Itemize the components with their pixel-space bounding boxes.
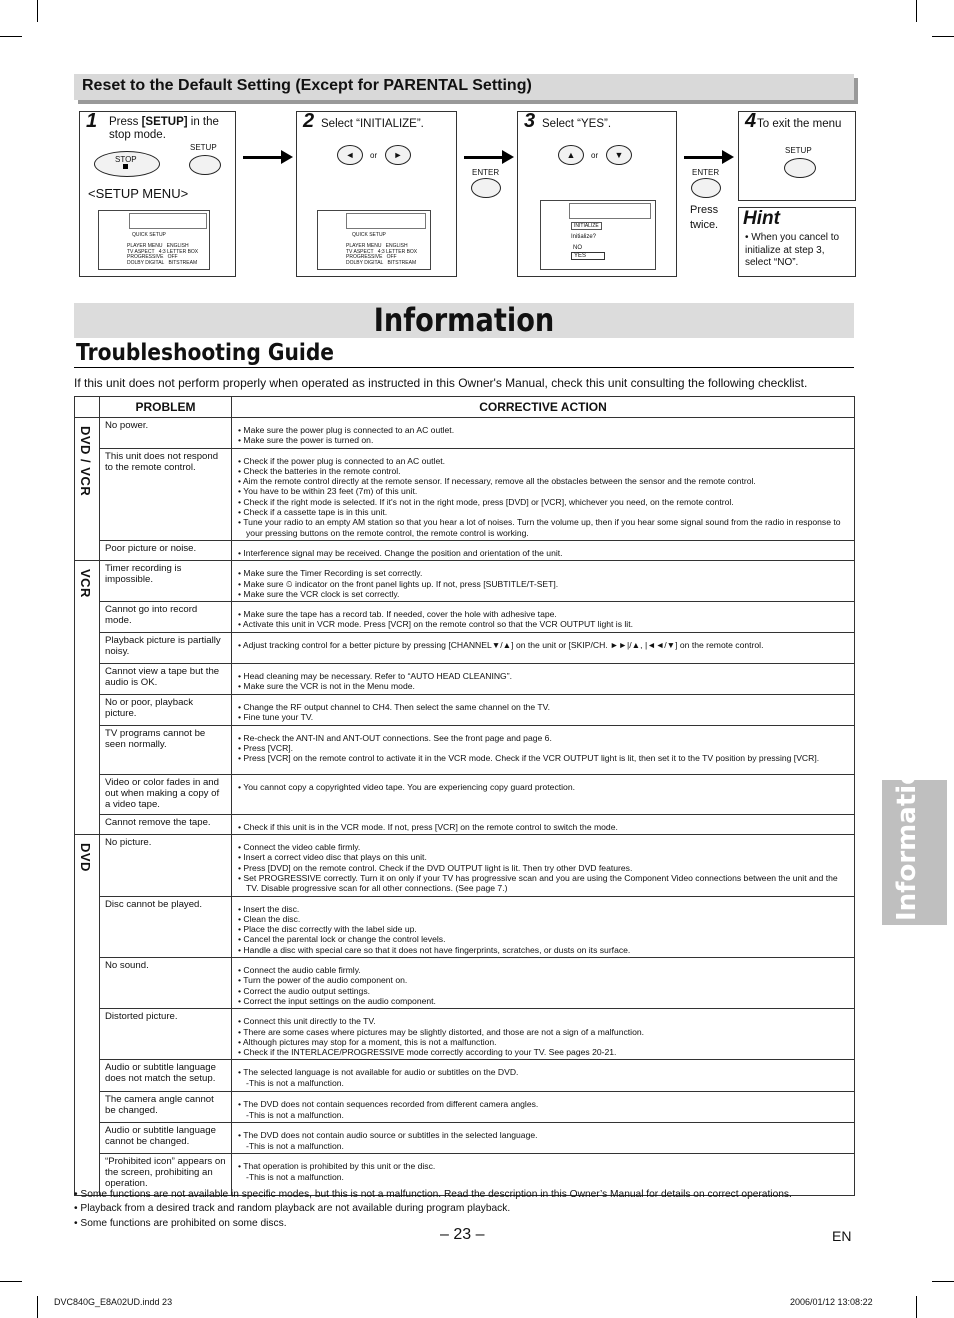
problem-text: Poor picture or noise.	[105, 542, 197, 554]
step-number: 4	[745, 110, 757, 132]
table-row	[75, 540, 855, 560]
action-cell	[232, 725, 855, 774]
menu-icons	[569, 203, 651, 219]
table-body	[75, 418, 855, 1196]
problem-text: TV programs cannot be seen normally.	[105, 727, 206, 750]
action-cell	[232, 448, 855, 540]
action-item: • Insert a correct video disc that plays on this unit.	[238, 852, 848, 862]
table-row	[75, 896, 855, 957]
action-item: • Clean the disc.	[238, 914, 848, 924]
problem-cell	[100, 602, 232, 633]
action-item: • Correct the audio output settings.	[238, 986, 848, 996]
problem-text: Disc cannot be played.	[105, 898, 203, 910]
table-row	[75, 694, 855, 725]
tv-screen-initialize	[540, 200, 656, 270]
enter-button-icon	[691, 178, 721, 198]
problem-text: “Prohibited icon” appears on the screen, prohibiting an operation.	[105, 1156, 226, 1190]
table-row	[75, 774, 855, 814]
problem-text: Cannot remove the tape.	[105, 816, 211, 828]
init-no: NO	[573, 245, 582, 251]
crop-mark	[0, 36, 22, 37]
enter-button-icon	[471, 178, 501, 198]
section-title: Reset to the Default Setting (Except for PARENTAL Setting)	[82, 77, 532, 94]
action-item: • The DVD does not contain sequences recorded from different camera angles.	[238, 1099, 848, 1109]
init-header: INITIALIZE	[571, 222, 602, 230]
press-twice-text: Press twice.	[690, 204, 719, 231]
problem-text: Cannot go into record mode.	[105, 604, 198, 627]
action-item: • Tune your radio to an empty AM station so that you hear a lot of noises. Turn the volume up, then if you hear some signal sound from the radio in response to your pressing buttons on the remote control, the remote control is working.	[238, 517, 848, 538]
table-row	[75, 561, 855, 602]
action-item: • Make sure the VCR is not in the Menu mode.	[238, 681, 848, 691]
action-cell	[232, 540, 855, 560]
problem-text: The camera angle cannot be changed.	[105, 1094, 214, 1117]
action-item: • Make sure the power is turned on.	[238, 435, 848, 445]
footnotes	[74, 1188, 792, 1231]
problem-text: No power.	[105, 420, 149, 431]
action-cell	[232, 1009, 855, 1060]
crop-mark	[932, 1281, 954, 1282]
title-divider	[74, 367, 854, 368]
action-item: • There are some cases where pictures may be slightly distorted, and those are not a sign of a malfunction.	[238, 1027, 848, 1037]
side-tab	[882, 748, 947, 925]
menu-icons	[346, 213, 426, 229]
action-cell	[232, 602, 855, 633]
action-item: • Make sure the power plug is connected to an AC outlet.	[238, 425, 848, 435]
action-cell	[232, 896, 855, 957]
action-cell	[232, 1092, 855, 1123]
enter-label: ENTER	[692, 168, 720, 177]
action-item: • Interference signal may be received. Change the position and orientation of the unit.	[238, 548, 848, 558]
action-cell	[232, 633, 855, 664]
problem-cell	[100, 958, 232, 1009]
table-row	[75, 958, 855, 1009]
action-item: • Connect the audio cable firmly.	[238, 965, 848, 975]
troubleshooting-table	[74, 396, 855, 1196]
page-number: – 23 –	[440, 1226, 485, 1243]
category-cell	[75, 835, 100, 1196]
menu-icons	[129, 213, 207, 229]
action-item: • That operation is prohibited by this unit or the disc.	[238, 1161, 848, 1171]
category-cell	[75, 418, 100, 561]
problem-text: Audio or subtitle language does not match the setup.	[105, 1062, 216, 1085]
arrow-head-icon	[722, 150, 734, 164]
section-header	[74, 74, 854, 100]
footnote: • Some functions are prohibited on some discs.	[74, 1217, 287, 1229]
step-3-text: Select “YES”.	[542, 118, 612, 130]
action-item: • Change the RF output channel to CH4. Then select the same channel on the TV.	[238, 702, 848, 712]
action-item: • Handle a disc with special care so that it does not have fingerprints, scratches, or dusts on its surface.	[238, 945, 848, 955]
step-3-box	[517, 111, 677, 277]
problem-cell	[100, 1060, 232, 1092]
action-item: • Fine tune your TV.	[238, 712, 848, 722]
or-text: or	[591, 151, 599, 160]
step-2-text: Select “INITIALIZE”.	[321, 118, 424, 130]
crop-mark	[37, 0, 38, 22]
problem-cell	[100, 814, 232, 834]
action-cell	[232, 958, 855, 1009]
troubleshooting-title: Troubleshooting Guide	[76, 340, 335, 366]
step-4-text: To exit the menu	[757, 118, 842, 130]
problem-cell	[100, 1092, 232, 1123]
action-item: -This is not a malfunction.	[246, 1171, 344, 1182]
hint-title: Hint	[743, 208, 780, 229]
action-item: • Re-check the ANT-IN and ANT-OUT connections. See the front page and page 6.	[238, 733, 848, 743]
setup-label: SETUP	[785, 146, 812, 155]
action-item: • Check if this unit is in the VCR mode. If not, press [VCR] on the remote control to switch the mode.	[238, 822, 848, 832]
table-row	[75, 1009, 855, 1060]
action-item: • Head cleaning may be necessary. Refer to “AUTO HEAD CLEANING”.	[238, 671, 848, 681]
footnote: • Some functions are not available in specific modes, but this is not a malfunction. Read the description in this Owner’s Manual for details on correct operations.	[74, 1189, 792, 1200]
action-item: • Adjust tracking control for a better picture by pressing [CHANNEL▼/▲] on the unit or [SKIP/CH. ►►|/▲, |◄◄/▼] on the remote control.	[238, 640, 848, 650]
action-item: • Connect this unit directly to the TV.	[238, 1016, 848, 1026]
problem-cell	[100, 694, 232, 725]
action-item: • Activate this unit in VCR mode. Press [VCR] on the remote control so that the VCR OUTPUT light is lit.	[238, 619, 848, 629]
hint-text: • When you cancel to initialize at step 3, select “NO”.	[745, 232, 840, 268]
action-item: • Check if the power plug is connected to an AC outlet.	[238, 456, 848, 466]
crop-mark	[0, 1281, 22, 1282]
tv-screen-menu	[98, 210, 210, 270]
problem-text: No picture.	[105, 837, 152, 849]
step-2-box	[296, 111, 457, 277]
footnote: • Playback from a desired track and random playback are not available during program playback.	[74, 1203, 511, 1215]
action-item: • Make sure the VCR clock is set correctly.	[238, 589, 848, 599]
setup-label: SETUP	[190, 143, 217, 152]
init-question: Initialize?	[571, 234, 597, 240]
problem-text: Cannot view a tape but the audio is OK.	[105, 666, 220, 689]
problem-cell	[100, 448, 232, 540]
step-1-box	[79, 111, 236, 277]
menu-rows: PLAYER MENU ENGLISH TV ASPECT 4:3 LETTER BOX PROGRESSIVE OFF DOLBY DIGITAL BITSTREAM	[127, 243, 199, 266]
problem-text: Audio or subtitle language cannot be changed.	[105, 1125, 216, 1148]
action-cell	[232, 1060, 855, 1092]
table-row	[75, 633, 855, 664]
action-cell	[232, 664, 855, 695]
step-number: 2	[303, 110, 315, 132]
action-item: • Connect the video cable firmly.	[238, 842, 848, 852]
down-arrow-button-icon: ▼	[606, 145, 632, 165]
problem-cell	[100, 561, 232, 602]
init-yes: YES	[571, 252, 605, 260]
action-item: • You have to be within 23 feet (7m) of this unit.	[238, 486, 848, 496]
step-number: 3	[524, 110, 536, 132]
setup-button-icon	[189, 155, 221, 175]
action-item: • Cancel the parental lock or change the control levels.	[238, 934, 848, 944]
problem-text: Distorted picture.	[105, 1011, 178, 1023]
right-arrow-button-icon: ►	[385, 145, 411, 165]
problem-text: Playback picture is partially noisy.	[105, 635, 221, 658]
table-corner	[75, 397, 100, 418]
action-item: • The DVD does not contain audio source or subtitles in the selected language.	[238, 1130, 848, 1140]
step-number: 1	[86, 110, 98, 132]
menu-header: QUICK SETUP	[132, 232, 166, 238]
problem-cell	[100, 540, 232, 560]
table-row	[75, 602, 855, 633]
problem-cell	[100, 1123, 232, 1154]
table-row	[75, 664, 855, 695]
action-header: CORRECTIVE ACTION	[232, 397, 855, 418]
step-1-text: Press [SETUP] in the stop mode.	[109, 116, 219, 141]
print-timestamp: 2006/01/12 13:08:22	[790, 1297, 873, 1307]
category-label: DVD	[78, 843, 93, 872]
action-cell	[232, 774, 855, 814]
action-item: • Insert the disc.	[238, 904, 848, 914]
action-cell	[232, 1123, 855, 1154]
table-header-row	[75, 397, 855, 418]
crop-mark	[916, 1296, 917, 1318]
problem-cell	[100, 1009, 232, 1060]
arrow-head-icon	[502, 150, 514, 164]
action-item: • Make sure the tape has a record tab. If needed, cover the hole with adhesive tape.	[238, 609, 848, 619]
problem-cell	[100, 835, 232, 896]
stop-square-icon	[123, 164, 128, 169]
menu-rows: PLAYER MENU ENGLISH TV ASPECT 4:3 LETTER BOX PROGRESSIVE OFF DOLBY DIGITAL BITSTREAM	[346, 243, 418, 266]
action-item: • Check the batteries in the remote control.	[238, 466, 848, 476]
side-tab-label: Information	[892, 748, 922, 921]
action-item: • Check if a cassette tape is in this unit.	[238, 507, 848, 517]
arrow-icon	[684, 156, 724, 159]
setup-menu-label: <SETUP MENU>	[88, 186, 189, 201]
tv-screen-menu	[317, 210, 431, 270]
action-item: • Make sure the Timer Recording is set correctly.	[238, 568, 848, 578]
action-item: -This is not a malfunction.	[246, 1140, 344, 1151]
action-cell	[232, 835, 855, 896]
enter-label: ENTER	[472, 168, 500, 177]
crop-mark	[916, 0, 917, 22]
or-text: or	[370, 151, 378, 160]
problem-cell	[100, 896, 232, 957]
action-cell	[232, 561, 855, 602]
category-cell	[75, 561, 100, 835]
category-label: DVD / VCR	[78, 426, 93, 497]
setup-button-icon	[784, 158, 816, 178]
action-cell	[232, 814, 855, 834]
problem-header: PROBLEM	[100, 397, 232, 418]
up-arrow-button-icon: ▲	[558, 145, 584, 165]
problem-cell	[100, 664, 232, 695]
action-item: • Correct the input settings on the audio component.	[238, 996, 848, 1006]
action-item: • Check if the INTERLACE/PROGRESSIVE mode correctly according to your TV. See pages 20-21.	[238, 1047, 848, 1057]
step-4-box	[738, 111, 856, 201]
action-item: • The selected language is not available for audio or subtitles on the DVD.	[238, 1067, 848, 1077]
action-item: • Press [VCR].	[238, 743, 848, 753]
action-item: • Check if the right mode is selected. If it's not in the right mode, press [DVD] or [VCR], whichever you need, on the remote control.	[238, 497, 848, 507]
problem-text: This unit does not respond to the remote control.	[105, 450, 219, 473]
arrow-icon	[464, 156, 504, 159]
problem-cell	[100, 774, 232, 814]
information-banner	[74, 303, 854, 338]
problem-text: No sound.	[105, 960, 149, 972]
action-item: • Press [DVD] on the remote control. Check if the DVD OUTPUT light is lit. Then try other DVD features.	[238, 863, 848, 873]
action-item: • Place the disc correctly with the label side up.	[238, 924, 848, 934]
action-item: • Set PROGRESSIVE correctly. Turn it on only if your TV has progressive scan and you are using the Component Video connections between the unit and the TV. Disable progressive scan for all other connections. (See page 7.)	[238, 873, 848, 894]
category-label: VCR	[78, 569, 93, 599]
table-row	[75, 448, 855, 540]
language-label: EN	[832, 1228, 852, 1244]
intro-text: If this unit does not perform properly when operated as instructed in this Owner's Manual, check this unit consulting the following checklist.	[74, 376, 808, 390]
table-row	[75, 418, 855, 449]
crop-mark	[37, 1296, 38, 1318]
action-item: • You cannot copy a copyrighted video tape. You are experiencing copy guard protection.	[238, 782, 848, 792]
action-item: -This is not a malfunction.	[246, 1077, 344, 1088]
arrow-icon	[243, 156, 283, 159]
action-item: • Press [VCR] on the remote control to activate it in the VCR mode. Check if the VCR OUTPUT light is lit, then set it to the TV position by pressing [VCR].	[238, 753, 848, 763]
action-item: • Although pictures may stop for a moment, this is not a malfunction.	[238, 1037, 848, 1047]
arrow-head-icon	[281, 150, 293, 164]
action-cell	[232, 418, 855, 449]
menu-header: QUICK SETUP	[352, 232, 386, 238]
problem-cell	[100, 418, 232, 449]
table-row	[75, 814, 855, 834]
banner-title: Information	[373, 301, 555, 339]
crop-mark	[932, 36, 954, 37]
stop-label: STOP	[115, 155, 137, 164]
table-row	[75, 1123, 855, 1154]
file-name: DVC840G_E8A02UD.indd 23	[54, 1297, 173, 1307]
table-row	[75, 1092, 855, 1123]
problem-text: No or poor, playback picture.	[105, 696, 193, 719]
action-cell	[232, 694, 855, 725]
hint-box	[738, 207, 856, 277]
table-row	[75, 725, 855, 774]
problem-text: Timer recording is impossible.	[105, 563, 182, 586]
action-item: • Turn the power of the audio component on.	[238, 975, 848, 985]
problem-cell	[100, 725, 232, 774]
table-row	[75, 835, 855, 896]
action-item: -This is not a malfunction.	[246, 1109, 344, 1120]
left-arrow-button-icon: ◄	[337, 145, 363, 165]
table-row	[75, 1060, 855, 1092]
action-item: • Make sure ⏲ indicator on the front panel lights up. If not, press [SUBTITLE/T-SET].	[238, 579, 848, 589]
action-item: • Aim the remote control directly at the remote sensor. If necessary, remove all the obstacles between the sensor and the remote control.	[238, 476, 848, 486]
problem-text: Video or color fades in and out when making a copy of a video tape.	[105, 776, 220, 810]
problem-cell	[100, 633, 232, 664]
